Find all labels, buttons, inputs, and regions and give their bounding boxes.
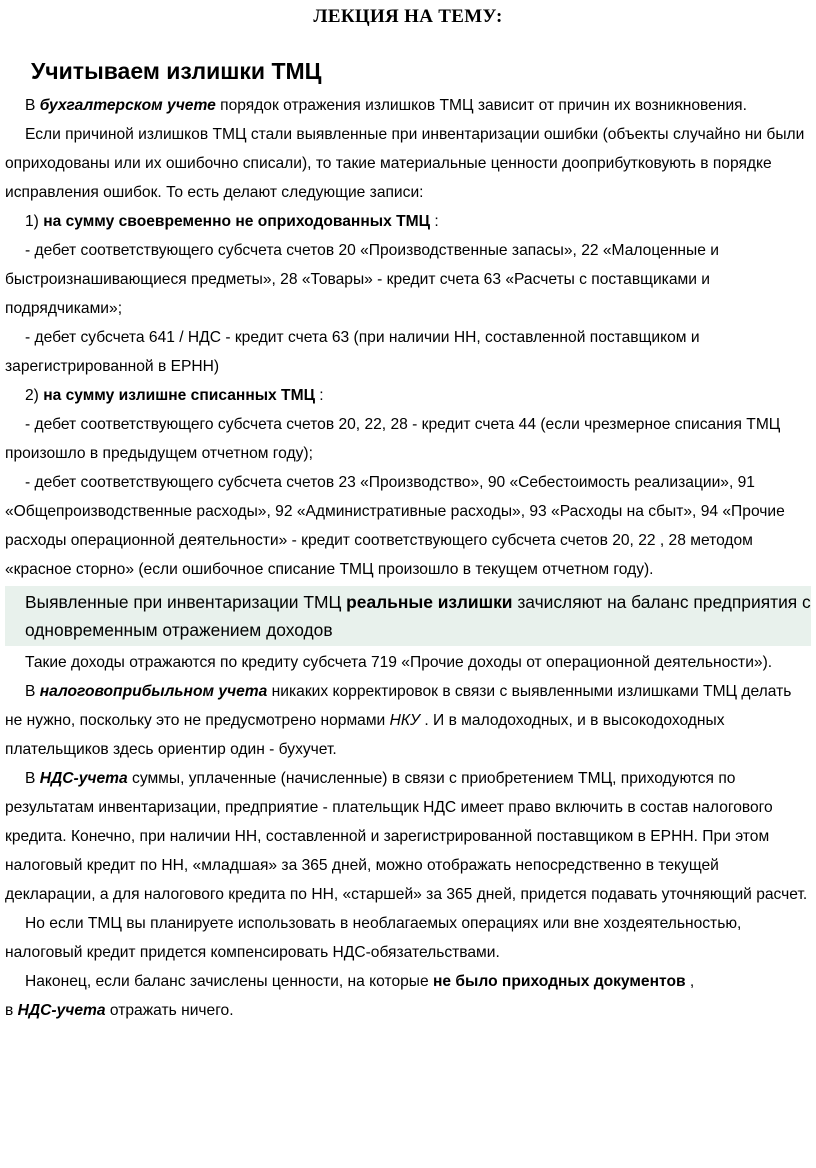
paragraph-untaxed-operations: Но если ТМЦ вы планируете использовать в необлагаемых операциях или вне хоздеятельностью, налоговый кредит придется компенсировать НДС-обязательствами. [5, 915, 742, 961]
term-nku: НКУ [389, 712, 421, 729]
highlight-real-surplus: Выявленные при инвентаризации ТМЦ реальные излишки зачисляют на баланс предприятия с одновременным отражением доходов [5, 586, 811, 646]
paragraph-accounting-intro: В бухгалтерском учете порядок отражения излишков ТМЦ зависит от причин их возникновения. [25, 97, 747, 114]
paragraph-vat-accounting: В НДС-учета суммы, уплаченные (начисленные) в связи с приобретением ТМЦ, приходуются по результатам инвентаризации, предприятие - плательщик НДС имеет право включить в состав налогового кредита. Конечно, при наличии НН, составленной и зарегистрированной поставщиком в ЕРНН. При этом налоговый кредит по НН, «младшая» за 365 дней, можно отображать непосредственно в текущей декларации, а для налогового кредита по НН, «старшей» за 365 дней, придется подавать уточняющий расчет. [5, 770, 808, 903]
paragraph-income-719: Такие доходы отражаются по кредиту субсчета 719 «Прочие доходы от операционной деятельности»). [25, 654, 773, 671]
paragraph-tax-accounting: В налоговоприбыльном учета никаких корректировок в связи с выявленными излишками ТМЦ делать не нужно, поскольку это не предусмотрено нормами НКУ . И в малодоходных, и в высокодоходных плательщиков здесь ориентир один - бухучет. [5, 683, 792, 758]
term-accounting: бухгалтерском учете [39, 97, 216, 114]
term-tax-accounting: налоговоприбыльном учета [39, 683, 268, 700]
entry-debit-641: - дебет субсчета 641 / НДС - кредит счета 63 (при наличии НН, составленной поставщиком и зарегистрированной в ЕРНН) [5, 329, 700, 375]
list-item-1-heading: на сумму своевременно не оприходованных ТМЦ [43, 213, 430, 230]
entry-credit-44: - дебет соответствующего субсчета счетов 20, 22, 28 - кредит счета 44 (если чрезмерное списания ТМЦ произошло в предыдущем отчетном году); [5, 416, 781, 462]
term-vat-accounting-2: НДС-учета [17, 1002, 106, 1019]
entry-red-storno: - дебет соответствующего субсчета счетов 23 «Производство», 90 «Себестоимость реализации», 91 «Общепроизводственные расходы», 92 «Административные расходы», 93 «Расходы на сбыт», 94 «Прочие расходы операционной деятельности» - кредит соответствующего субсчета счетов 20, 22 , 28 методом «красное сторно» (если ошибочное списание ТМЦ произошло в текущем отчетном году). [5, 474, 785, 578]
paragraph-inventory-errors: Если причиной излишков ТМЦ стали выявленные при инвентаризации ошибки (объекты случайно ни были оприходованы или их ошибочно списали), то такие материальные ценности дооприбутковують в порядке исправления ошибок. То есть делают следующие записи: [5, 126, 805, 201]
list-item-2-heading: на сумму излишне списанных ТМЦ [43, 387, 315, 404]
document-body [5, 91, 811, 1025]
term-vat-accounting: НДС-учета [39, 770, 128, 787]
lecture-title: ЛЕКЦИЯ НА ТЕМУ: [313, 6, 503, 27]
list-item-1: 1) на сумму своевременно не оприходованных ТМЦ : [25, 213, 439, 230]
page-title: Учитываем излишки ТМЦ [31, 58, 322, 84]
term-real-surplus: реальные излишки [346, 592, 513, 612]
term-no-documents: не было приходных документов [433, 973, 686, 990]
entry-debit-20-22-28: - дебет соответствующего субсчета счетов 20 «Производственные запасы», 22 «Малоценные и быстроизнашивающиеся предметы», 28 «Товары» - кредит счета 63 «Расчеты с поставщиками и подрядчиками»; [5, 242, 719, 317]
list-item-2: 2) на сумму излишне списанных ТМЦ : [25, 387, 324, 404]
paragraph-no-documents: Наконец, если баланс зачислены ценности, на которые не было приходных документов , в НДС-учета отражать ничего. [5, 973, 695, 1019]
